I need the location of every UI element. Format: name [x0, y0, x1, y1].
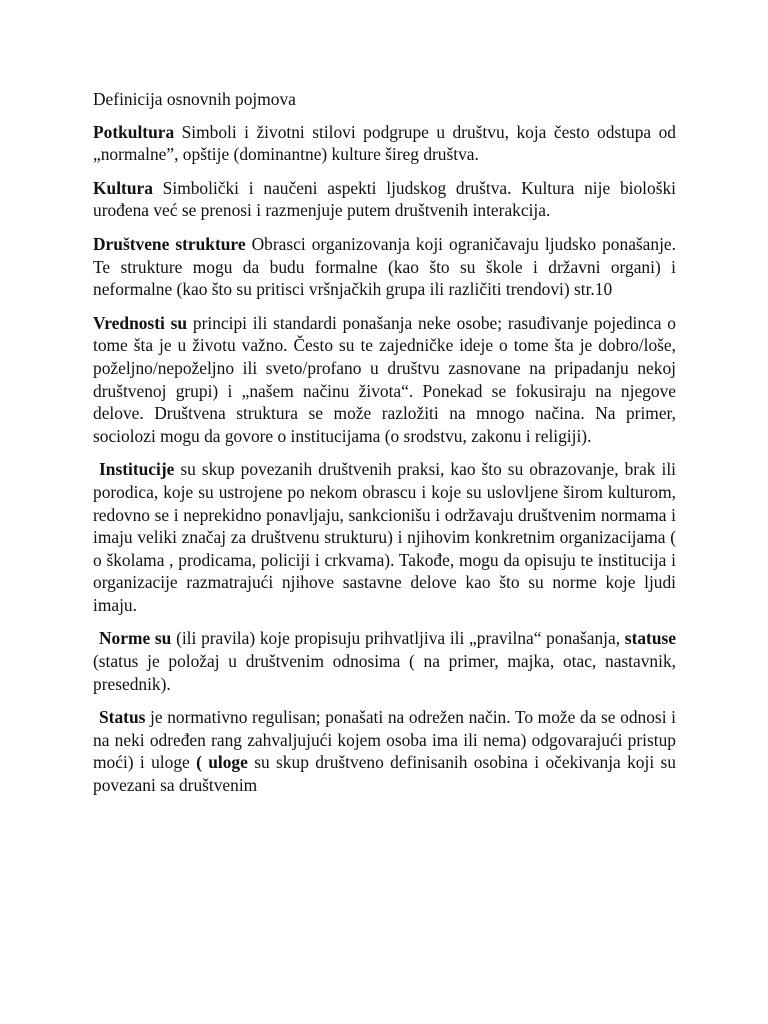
definition-vrednosti: principi ili standardi ponašanja neke osobe; rasuđivanje pojedinca o tome šta je u životu važno. Često su te zajedničke ideje o tome šta je dobro/loše, poželjno/nepoželjno ili sveto/profano u društvu zasnovane na pripadanju nekoj društvenoj grupi) i „našem načinu života“. Ponekad se fokusiraju na njegove delove. Društvena struktura se može razložiti na mnogo načina. Na primer, sociolozi mogu da govore o institucijama (o srodstvu, zakonu i religiji). [93, 312, 676, 446]
document-page [93, 88, 676, 808]
definition-drustvene-strukture: Obrasci organizovanja koji ograničavaju ljudsko ponašanje. Te strukture mogu da budu formalne (kao što su škole i državni organi) i neformalne (kao što su pritisci vršnjačkih grupa ili različiti trendovi) str.10 [93, 233, 676, 300]
definition-institucije: su skup povezanih društvenih praksi, kao što su obrazovanje, brak ili porodica, koje su ustrojene po nekom obrascu i koje su uslovljene širom kulturom, redovno se i neprekidno ponavljaju, sankcionišu i održavaju društvenim normama i imaju veliki značaj za društvenu strukturu) i njihovim konkretnim organizacijama ( o školama , prodicama, policiji i crkvama). Takođe, mogu da opisuju te institucija i organizacije razmatrajući njihove sastavne delove kao što su norme koje ljudi imaju. [93, 459, 676, 615]
definition-statuse: (status je položaj u društvenim odnosima ( na primer, majka, otac, nastavnik, presednik). [93, 651, 676, 694]
paragraph-institucije [93, 458, 676, 616]
paragraph-drustvene-strukture [93, 233, 676, 301]
paragraph-potkultura [93, 121, 676, 166]
page-title: Definicija osnovnih pojmova [93, 89, 296, 109]
paragraph-norme [93, 627, 676, 695]
definition-status: je normativno regulisan; ponašati na odrežen način. To može da se odnosi i na neki određen rang zahvaljujući kojem osoba ima ili nema) odgovarajući pristup moći) i uloge [93, 707, 676, 773]
paragraph-kultura [93, 177, 676, 222]
term-potkultura: Potkultura [93, 121, 175, 142]
definition-potkultura: Simboli i životni stilovi podgrupe u društvu, koja često odstupa od „normalne”, opštije (dominantne) kulture šireg društva. [93, 121, 676, 165]
definition-norme: (ili pravila) koje propisuju prihvatljiva ili „pravilna“ ponašanja, [171, 628, 625, 649]
term-uloge: ( uloge [196, 752, 248, 773]
paragraph-vrednosti [93, 312, 676, 448]
term-drustvene-strukture: Društvene strukture [93, 233, 246, 254]
term-vrednosti: Vrednosti su [93, 312, 188, 333]
term-kultura: Kultura [93, 177, 153, 198]
term-status: Status [99, 707, 146, 728]
term-institucije: Institucije [99, 459, 175, 480]
definition-uloge: su skup društveno definisanih osobina i očekivanja koji su povezani sa društvenim [93, 752, 676, 796]
definition-kultura: Simbolički i naučeni aspekti ljudskog društva. Kultura nije biološki urođena već se prenosi i razmenjuje putem društvenih interakcija. [93, 177, 676, 221]
term-norme: Norme su [99, 628, 172, 649]
paragraph-status [93, 706, 676, 796]
term-statuse: statuse [624, 628, 677, 649]
